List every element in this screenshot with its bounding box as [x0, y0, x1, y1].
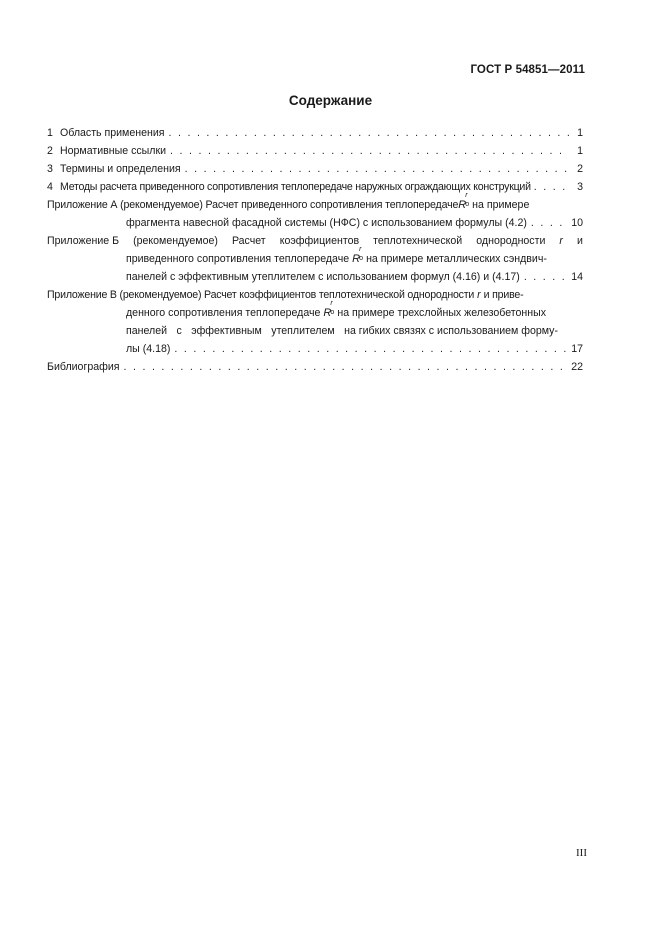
toc-entry-title-cont: фрагмента навесной фасадной системы (НФС) с использованием формулы (4.2)	[126, 217, 527, 229]
toc-entry-2[interactable]	[47, 142, 583, 160]
toc-entry-4[interactable]	[47, 178, 583, 196]
resistance-symbol: R r о	[323, 300, 335, 319]
toc-entry-page: 22	[571, 361, 583, 373]
toc-entry-page: 1	[577, 127, 583, 139]
page-number: III	[576, 847, 587, 859]
toc-entry-number: 1	[47, 127, 53, 139]
toc-entry-title-cont: и приве-	[483, 289, 524, 301]
toc-entry-appendix-a[interactable]	[47, 192, 583, 232]
resistance-symbol: R r о	[352, 246, 364, 265]
toc-entry-title-cont: приведенного сопротивления теплопередаче	[126, 253, 350, 265]
table-of-contents	[47, 124, 583, 376]
dot-leader	[531, 214, 567, 232]
toc-entry-title: Методы расчета приведенного сопротивления теплопередаче наружных ограждающих конструкций	[60, 181, 531, 193]
toc-entry-page: 17	[571, 343, 583, 355]
toc-entry-title: Приложение А (рекомендуемое) Расчет приведенного сопротивления теплопередаче	[47, 199, 459, 211]
toc-entry-title: Термины и определения	[60, 163, 181, 175]
dot-leader	[524, 268, 567, 286]
toc-entry-number: 4	[47, 181, 53, 193]
toc-entry-title-cont: панелей с эффективным утеплителем с использованием формул (4.16) и (4.17)	[126, 271, 520, 283]
uniformity-symbol: r	[477, 289, 481, 301]
resistance-symbol: R r о	[458, 192, 470, 211]
toc-entry-page: 2	[577, 163, 583, 175]
toc-entry-appendix-b[interactable]	[47, 232, 583, 286]
dot-leader	[534, 178, 570, 196]
toc-entry-page: 3	[577, 181, 583, 193]
toc-entry-page: 14	[571, 271, 583, 283]
toc-entry-title-cont: панелей с эффективным утеплителем на гибких связях с использованием форму-	[126, 325, 558, 337]
toc-entry-3[interactable]	[47, 160, 583, 178]
toc-title: Содержание	[288, 93, 373, 108]
toc-entry-appendix-v[interactable]	[47, 286, 583, 358]
toc-entry-page: 10	[571, 217, 583, 229]
dot-leader	[174, 340, 567, 358]
toc-entry-title: Приложение Б (рекомендуемое) Расчет коэффициентов теплотехнической однородности r и	[47, 235, 583, 247]
toc-entry-title-cont: на примере трехслойных железобетонных	[337, 307, 546, 319]
toc-entry-title-cont: лы (4.18)	[126, 343, 171, 355]
toc-entry-bibliography[interactable]	[47, 358, 583, 376]
dot-leader	[168, 124, 569, 142]
toc-entry-title-cont: денного сопротивления теплопередаче	[126, 307, 321, 319]
toc-entry-page: 1	[577, 145, 583, 157]
toc-entry-title: Область применения	[60, 127, 165, 139]
toc-entry-title-cont: на примере металлических сэндвич-	[366, 253, 547, 265]
document-code: ГОСТ Р 54851—2011	[470, 64, 585, 76]
toc-entry-title: Нормативные ссылки	[60, 145, 167, 157]
toc-entry-number: 3	[47, 163, 53, 175]
toc-entry-title-cont: на примере	[472, 199, 530, 211]
toc-entry-title: Библиография	[47, 361, 120, 373]
toc-entry-number: 2	[47, 145, 53, 157]
dot-leader	[170, 142, 569, 160]
toc-entry-title: Приложение В (рекомендуемое) Расчет коэффициентов теплотехнической однородности	[47, 289, 475, 301]
toc-entry-1[interactable]	[47, 124, 583, 142]
dot-leader	[185, 160, 569, 178]
dot-leader	[123, 358, 567, 376]
